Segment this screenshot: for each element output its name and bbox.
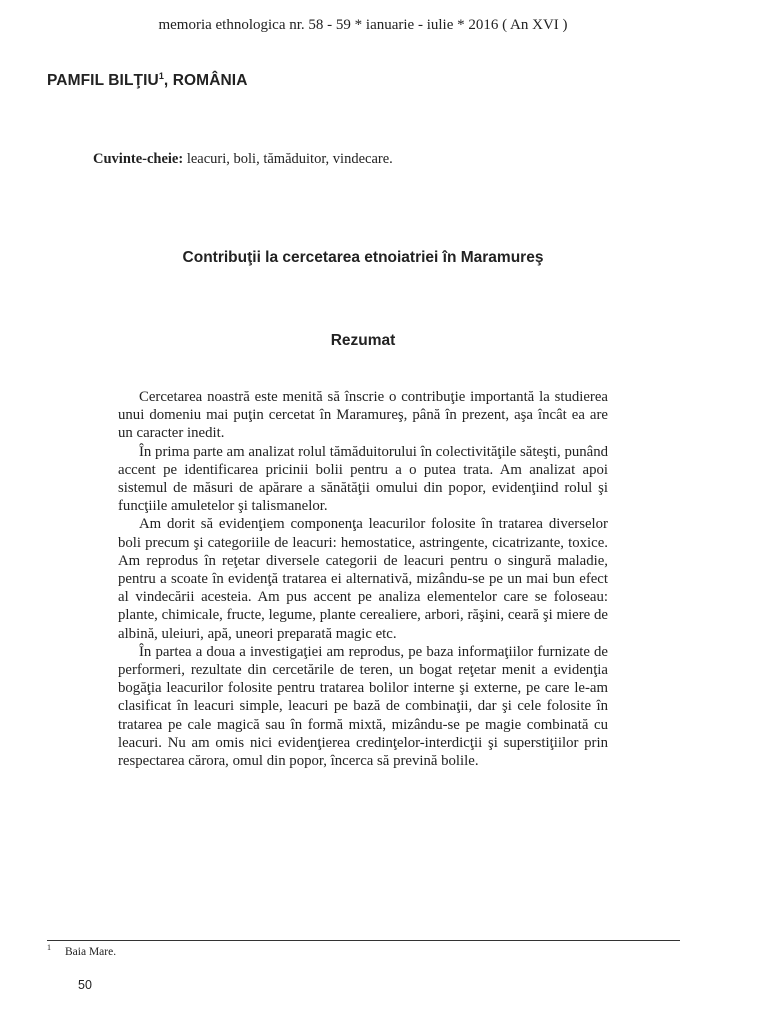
keywords-line (93, 151, 393, 168)
abstract-paragraph: În partea a doua a investigaţiei am reprodus, pe baza informaţiilor furnizate de performeri, rezultate din cercetările de teren, un bogat reţetar menit a evidenţia bogăţia leacurilor folosite pentru tratarea bolilor interne şi externe, pe care le-am clasificat în leacuri simple, leacuri pe bază de combinaţii, dar şi cele folosite în tratarea pe cale magică sau în formă mixtă, mizându-se pe magie combinată cu leacuri. Nu am omis nici evidenţierea credinţelor-interdicţii şi superstiţiilor prin respectarea cărora, omul din popor, încerca să prevină bolile. (118, 643, 608, 770)
keywords-text: leacuri, boli, tămăduitor, vindecare. (183, 151, 393, 167)
article-title: Contribuţii la cercetarea etnoiatriei în Maramureş (182, 249, 544, 266)
abstract-body (118, 388, 608, 770)
footnote-divider (47, 940, 680, 941)
footnote-text: Baia Mare. (65, 946, 117, 958)
abstract-paragraph: Cercetarea noastră este menită să înscrie o contribuţie importantă la studierea unui domeniu mai puţin cercetat în Maramureş, până în prezent, aşa încât ea are un caracter inedit. (118, 389, 608, 442)
page-number: 50 (78, 978, 92, 992)
footnote-mark: 1 (47, 943, 51, 953)
footnote (47, 943, 117, 958)
author-name: PAMFIL BILŢIU (47, 72, 159, 89)
abstract-paragraph: Am dorit să evidenţiem componenţa leacurilor folosite în tratarea diverselor boli precum şi categoriile de leacuri: hemostatice, astringente, cicatrizante, toxice. Am reprodus în reţetar diversele categorii de leacuri pentru o singură maladie, pentru a scoate în evidenţă tratarea ei alternativă, mizându-se pe un mai bun efect al vindecării acesteia. Am pus accent pe analiza elementelor care se foloseau: plante, chimicale, fructe, legume, plante cerealiere, arbori, răşini, ceară şi miere de albină, uleiuri, apă, uneori preparată magic etc. (118, 516, 608, 642)
author-line (47, 72, 247, 90)
author-footnote-mark: 1 (158, 70, 164, 81)
keywords-label: Cuvinte-cheie: (93, 151, 184, 167)
running-head: memoria ethnologica nr. 58 - 59 * ianuarie - iulie * 2016 ( An XVI ) (158, 17, 568, 33)
abstract-paragraph: În prima parte am analizat rolul tămăduitorului în colectivităţile săteşti, punând accent pe identificarea pricinii bolii pentru a o putea trata. Am analizat apoi sistemul de măsuri de apărare a sănătăţii omului din popor, evidenţiind rolul şi funcţiile amuletelor şi talismanelor. (118, 443, 608, 515)
section-heading: Rezumat (330, 332, 396, 349)
author-country: , ROMÂNIA (163, 72, 248, 89)
